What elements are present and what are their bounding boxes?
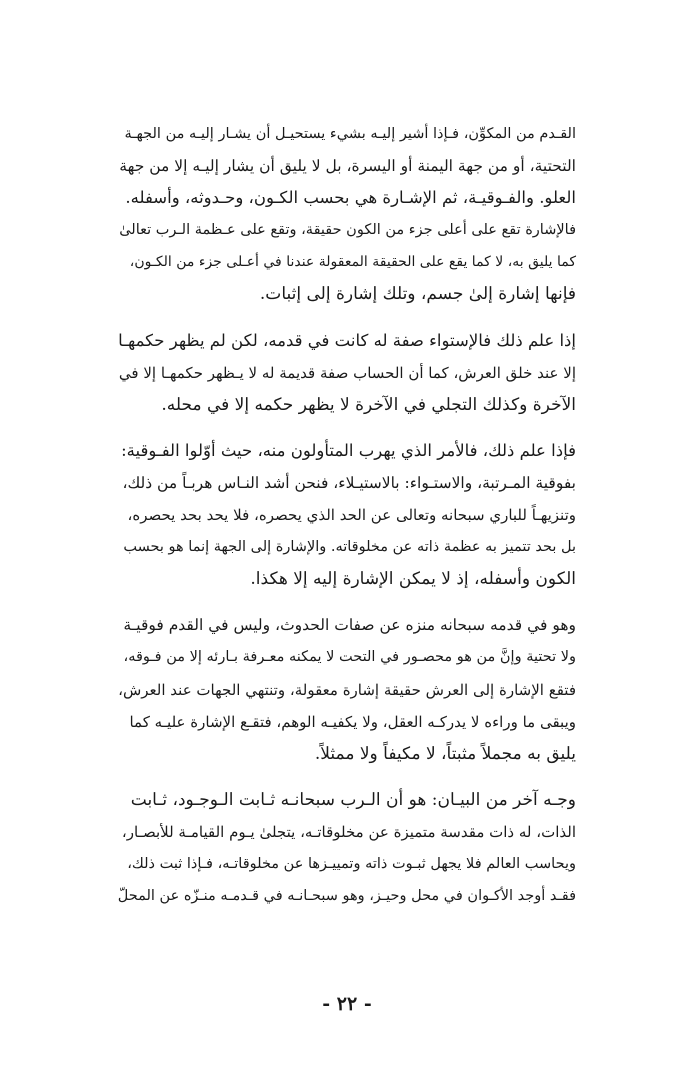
- text-line: التحتية، أو من جهة اليمنة أو اليسرة، بل لا يليق أن يشار إليـه إلا من جهة: [119, 157, 576, 176]
- text-line: فإنها إشارة إلىٰ جسم، وتلك إشارة إلى إثبات.: [259, 284, 576, 305]
- text-line: ولا تحتية وإنَّ من هو محصـور في التحت لا يمكنه معـرفة بـارئه إلا من فـوقه،: [123, 649, 576, 666]
- text-line: فإذا علم ذلك، فالأمر الذي يهرب المتأولون منه، حيث أوّلوا الفـوقية:: [121, 440, 576, 460]
- text-line: وجـه آخر من البيـان: هو أن الـرب سبحانـه ثـابت الـوجـود، ثـابت: [130, 789, 576, 810]
- paragraph: [118, 609, 576, 769]
- paragraph: [118, 435, 576, 595]
- text-line: إلا عند خلق العرش، كما أن الحساب صفة قديمة له لا يـظهر حكمهـا إلا في: [118, 363, 576, 382]
- text-line: فتقع الإشارة إلى العرش حقيقة إشارة معقولة، وتنتهي الجهات عند العرش،: [118, 680, 576, 699]
- text-line: وهو في قدمه سبحانه منزه عن صفات الحدوث، وليس في القدم فوقيـة: [123, 616, 576, 635]
- text-line: ويبقى ما وراءه لا يدركـه العقل، ولا يكفيـه الوهم، فتقـع الإشارة عليـه كما: [129, 712, 576, 731]
- paragraph: [118, 118, 576, 311]
- text-line: ويحاسب العالم فلا يجهل ثبـوت ذاته وتمييـزها عن مخلوقاتـه، فـإذا ثبت ذلك،: [127, 855, 576, 872]
- text-line: فقـد أوجد الأكـوان في محل وحيـز، وهو سبحـانـه في قـدمـه منـزّه عن المحلّ: [117, 888, 576, 905]
- text-line: الكون وأسفله، إذ لا يمكن الإشارة إليه إلا هكذا.: [250, 569, 576, 590]
- text-line: يليق به مجملاً مثبتاً، لا مكيفاً ولا ممثلاً.: [314, 743, 576, 764]
- text-line: فالإشارة تقع على أعلى جزء من الكون حقيقة، وتقع على عـظمة الـرب تعالىٰ: [119, 222, 576, 239]
- text-line: القـدم من المكوِّن، فـإذا أشير إليـه بشيء يستحيـل أن يشـار إليـه من الجهـة: [124, 126, 576, 142]
- body-text: [118, 118, 576, 926]
- text-line: إذا علم ذلك فالإستواء صفة له كانت في قدمه، لكن لم يظهر حكمهـا: [118, 330, 576, 350]
- text-line: الآخرة وكذلك التجلي في الآخرة لا يظهر حكمه إلا في محله.: [161, 394, 576, 415]
- paragraph: [118, 784, 576, 912]
- text-line: بل بحد تتميز به عظمة ذاته عن مخلوقاته. والإشارة إلى الجهة إنما هو بحسب: [123, 539, 576, 556]
- text-line: وتنزيهـاً للباري سبحانه وتعالى عن الحد الذي يحصره، فلا يحد بحد يحصره،: [127, 506, 576, 525]
- text-line: كما يليق به، لا كما يقع على الحقيقة المعقولة عندنا في أعـلى جزء من الكـون،: [129, 254, 576, 271]
- text-line: العلو. والفـوقيـة، ثم الإشـارة هي بحسب الكـون، وحـدوثه، وأسفله.: [125, 188, 576, 208]
- page-number: - ٢٢ -: [322, 993, 372, 1015]
- paragraph: [118, 325, 576, 421]
- text-line: الذات، له ذات مقدسة متميزة عن مخلوقاتـه، يتجلىٰ يـوم القيامـة للأبصـار،: [121, 822, 576, 841]
- text-line: بفوقية المـرتبة، والاستـواء: بالاستيـلاء، فنحن أشد النـاس هربـاً من ذلك،: [122, 473, 576, 492]
